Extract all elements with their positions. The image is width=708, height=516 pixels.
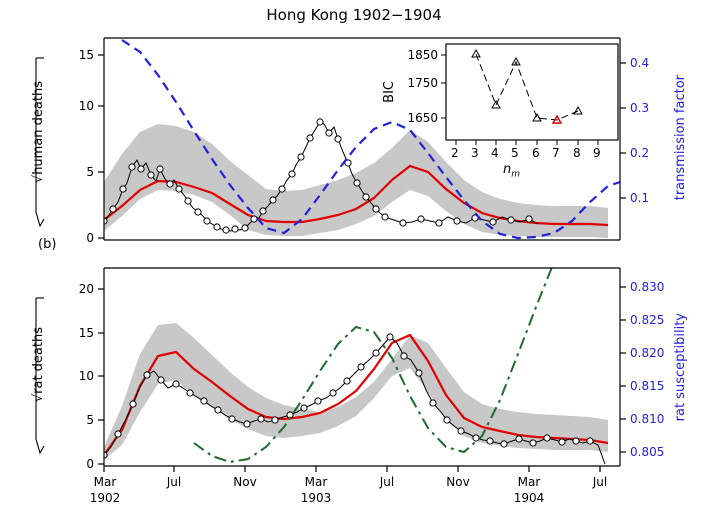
panel-a-right-tick-0.3: 0.3 bbox=[630, 101, 650, 115]
xtick-label-7: Jul bbox=[592, 475, 608, 489]
panel-b-right-tick-0.830: 0.830 bbox=[630, 280, 665, 294]
xtick-label-0: Mar bbox=[93, 475, 117, 489]
panel-b-ylabel-right-text: rat susceptibility bbox=[672, 312, 688, 422]
panel-a-ytick-0: 0 bbox=[86, 231, 94, 245]
inset-xlabel-sub: m bbox=[511, 169, 521, 180]
panel-a-ytick-15: 15 bbox=[78, 48, 94, 62]
panel-b-ylabel-text: √rat deaths bbox=[31, 327, 46, 403]
inset-ytick-1650: 1650 bbox=[407, 111, 438, 125]
xtick-label-3: Mar bbox=[304, 475, 328, 489]
panel-b-right-tick-0.815: 0.815 bbox=[630, 379, 665, 393]
xaxis-year-1903: 1903 bbox=[300, 491, 332, 505]
xaxis-year-1902: 1902 bbox=[89, 491, 121, 505]
panel-a-right-tick-0.4: 0.4 bbox=[630, 56, 650, 70]
xaxis-year-1904: 1904 bbox=[513, 491, 545, 505]
panel-b-ytick-15: 15 bbox=[78, 326, 94, 340]
panel-b-right-tick-0.825: 0.825 bbox=[630, 313, 665, 327]
panel-b-right-tick-0.805: 0.805 bbox=[630, 445, 665, 459]
panel-a-ytick-5: 5 bbox=[86, 165, 94, 179]
inset-xtick-3: 3 bbox=[471, 146, 479, 160]
xtick-label-2: Nov bbox=[233, 475, 257, 489]
xtick-label-5: Nov bbox=[446, 475, 470, 489]
panel-a-ytick-10: 10 bbox=[78, 99, 94, 113]
panel-b-ytick-5: 5 bbox=[86, 413, 94, 427]
xtick-label-1: Jul bbox=[166, 475, 182, 489]
panel-a-ylabel-right-text: transmission factor bbox=[672, 75, 688, 201]
xtick-label-4: Jul bbox=[379, 475, 395, 489]
panel-b-ytick-10: 10 bbox=[78, 369, 94, 383]
panel-b-label: (b) bbox=[38, 237, 57, 252]
panel-b-right-tick-0.810: 0.810 bbox=[630, 412, 665, 426]
inset-xtick-2: 2 bbox=[451, 146, 459, 160]
inset-xtick-8: 8 bbox=[573, 146, 581, 160]
panel-b-right-tick-0.820: 0.820 bbox=[630, 346, 665, 360]
inset-xtick-4: 4 bbox=[491, 146, 499, 160]
xtick-label-6: Mar bbox=[517, 475, 541, 489]
inset-xtick-6: 6 bbox=[532, 146, 540, 160]
inset-ytick-1850: 1850 bbox=[407, 48, 438, 62]
panel-a-right-tick-0.1: 0.1 bbox=[630, 191, 650, 205]
panel-a-right-tick-0.2: 0.2 bbox=[630, 146, 650, 160]
inset-xtick-9: 9 bbox=[593, 146, 601, 160]
inset-xlabel-main: n bbox=[503, 162, 512, 177]
panel-b-ytick-0: 0 bbox=[86, 457, 94, 471]
inset-ylabel-text: BIC bbox=[381, 81, 397, 103]
inset-xtick-7: 7 bbox=[552, 146, 560, 160]
inset-ytick-1750: 1750 bbox=[407, 76, 438, 90]
figure-title: Hong Kong 1902−1904 bbox=[266, 6, 442, 24]
panel-a-ylabel-text: √human deaths bbox=[31, 80, 46, 184]
panel-b-ytick-20: 20 bbox=[78, 282, 94, 296]
inset-xtick-5: 5 bbox=[511, 146, 519, 160]
